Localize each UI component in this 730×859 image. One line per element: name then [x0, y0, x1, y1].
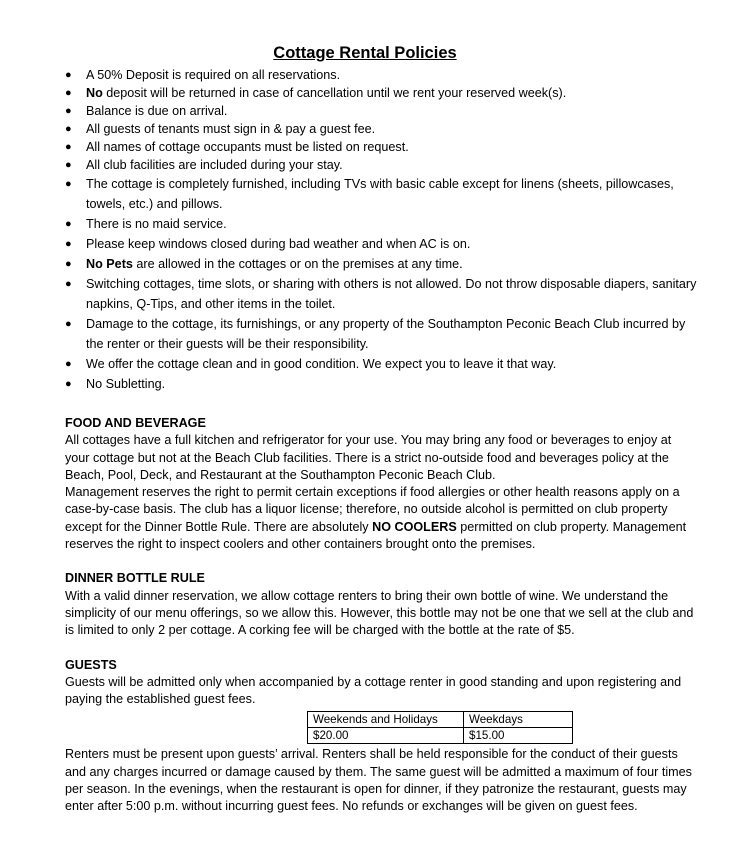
policy-text: There is no maid service. — [86, 217, 227, 231]
policy-item — [0, 138, 700, 156]
policy-text: Balance is due on arrival. — [86, 104, 228, 118]
page-title: Cottage Rental Policies — [273, 44, 457, 62]
guests-heading: GUESTS — [65, 657, 117, 672]
dinner-heading: DINNER BOTTLE RULE — [65, 571, 205, 586]
table-row — [308, 712, 573, 728]
bullet-icon: ● — [65, 178, 72, 190]
policy-bold: No — [86, 86, 103, 100]
bullet-icon: ● — [65, 318, 72, 330]
policy-text: A 50% Deposit is required on all reservations. — [86, 68, 341, 82]
food-heading: FOOD AND BEVERAGE — [65, 416, 206, 430]
table-header-cell: Weekdays — [464, 712, 573, 728]
bullet-icon: ● — [65, 87, 72, 99]
section-gap — [65, 553, 695, 570]
policy-item — [0, 254, 700, 274]
policy-item — [0, 156, 700, 174]
dinner-paragraph: With a valid dinner reservation, we allow cottage renters to bring their own bottle of wine. We understand the simplicity of our menu offerings, so we allow this. However, this bottle may not be one that we sell at the club and is limited to only 2 per cottage. A corking fee will be charged with the bottle at the rate of $5. — [65, 588, 694, 638]
policy-item — [0, 84, 700, 102]
bullet-icon: ● — [65, 105, 72, 117]
no-coolers-emphasis: NO COOLERS — [372, 519, 457, 534]
policy-item — [0, 66, 700, 84]
guests-section — [65, 657, 695, 816]
policy-text: are allowed in the cottages or on the premises at any time. — [132, 257, 463, 271]
policy-item — [0, 374, 700, 394]
policy-text: No Subletting. — [86, 377, 166, 391]
section-gap — [65, 640, 695, 657]
policy-text: Damage to the cottage, its furnishings, or any property of the Southampton Peconic Beach Club incurred by the renter or their guests will be their responsibility. — [86, 317, 686, 351]
policy-item — [0, 354, 700, 374]
bullet-icon: ● — [65, 278, 72, 290]
guests-paragraph-2: Renters must be present upon guests’ arrival. Renters shall be held responsible for the conduct of their guests and any charges incurred or damage caused by them. The same guest will be admitted a maximum of four times per season. In the evenings, when the restaurant is open for dinner, if they patronize the restaurant, guests may enter after 5:00 p.m. without incurring guest fees. No refunds or exchanges will be given on guest fees. — [65, 747, 692, 814]
policy-text: All club facilities are included during your stay. — [86, 158, 343, 172]
table-cell: $20.00 — [308, 728, 464, 744]
policy-list — [0, 66, 700, 394]
food-section — [65, 415, 695, 553]
guest-fee-table — [307, 711, 573, 744]
bullet-icon: ● — [65, 358, 72, 370]
food-paragraph: All cottages have a full kitchen and refrigerator for your use. You may bring any food or beverages to enjoy at your cottage but not at the Beach Club facilities. There is a strict no-outside food and beverages policy at the Beach, Pool, Deck, and Restaurant at the Southampton Peconic Beach Club. — [65, 433, 672, 482]
bullet-icon: ● — [65, 218, 72, 230]
policy-sections — [65, 415, 695, 816]
policy-text: All names of cottage occupants must be listed on request. — [86, 140, 409, 154]
bullet-icon: ● — [65, 159, 72, 171]
bullet-icon: ● — [65, 69, 72, 81]
policy-text: All guests of tenants must sign in & pay a guest fee. — [86, 122, 376, 136]
policy-text: We offer the cottage clean and in good condition. We expect you to leave it that way. — [86, 357, 557, 371]
bullet-icon: ● — [65, 238, 72, 250]
policy-item — [0, 234, 700, 254]
bullet-icon: ● — [65, 141, 72, 153]
policy-item — [0, 274, 700, 314]
food-paragraph-2: Management reserves the right to permit certain exceptions if food allergies or other health reasons apply on a case-by-case basis. The club has a liquor license; therefore, no outside alcohol is permitted on club property except for the Dinner Bottle Rule. There are absolutely NO COOLERS permitted on club property. Management reserves the right to inspect coolers and other containers brought onto the premises. — [65, 485, 687, 552]
policy-item — [0, 174, 700, 214]
policy-item — [0, 102, 700, 120]
bullet-icon: ● — [65, 378, 72, 390]
table-row — [308, 728, 573, 744]
table-header-cell: Weekends and Holidays — [308, 712, 464, 728]
guests-paragraph: Guests will be admitted only when accompanied by a cottage renter in good standing and upon registering and paying the established guest fees. — [65, 674, 682, 707]
policy-bold: No Pets — [86, 257, 133, 271]
policy-text: deposit will be returned in case of cancellation until we rent your reserved week(s). — [102, 86, 567, 100]
policy-text: Please keep windows closed during bad weather and when AC is on. — [86, 237, 471, 251]
dinner-section — [65, 570, 695, 639]
bullet-icon: ● — [65, 123, 72, 135]
bullet-icon: ● — [65, 258, 72, 270]
policy-item — [0, 214, 700, 234]
policy-item — [0, 120, 700, 138]
table-cell: $15.00 — [464, 728, 573, 744]
policy-text: The cottage is completely furnished, including TVs with basic cable except for linens (sheets, pillowcases, towels, etc.) and pillows. — [86, 177, 674, 211]
policy-text: Switching cottages, time slots, or sharing with others is not allowed. Do not throw disposable diapers, sanitary napkins, Q-Tips, and other items in the toilet. — [86, 277, 697, 311]
policy-item — [0, 314, 700, 354]
